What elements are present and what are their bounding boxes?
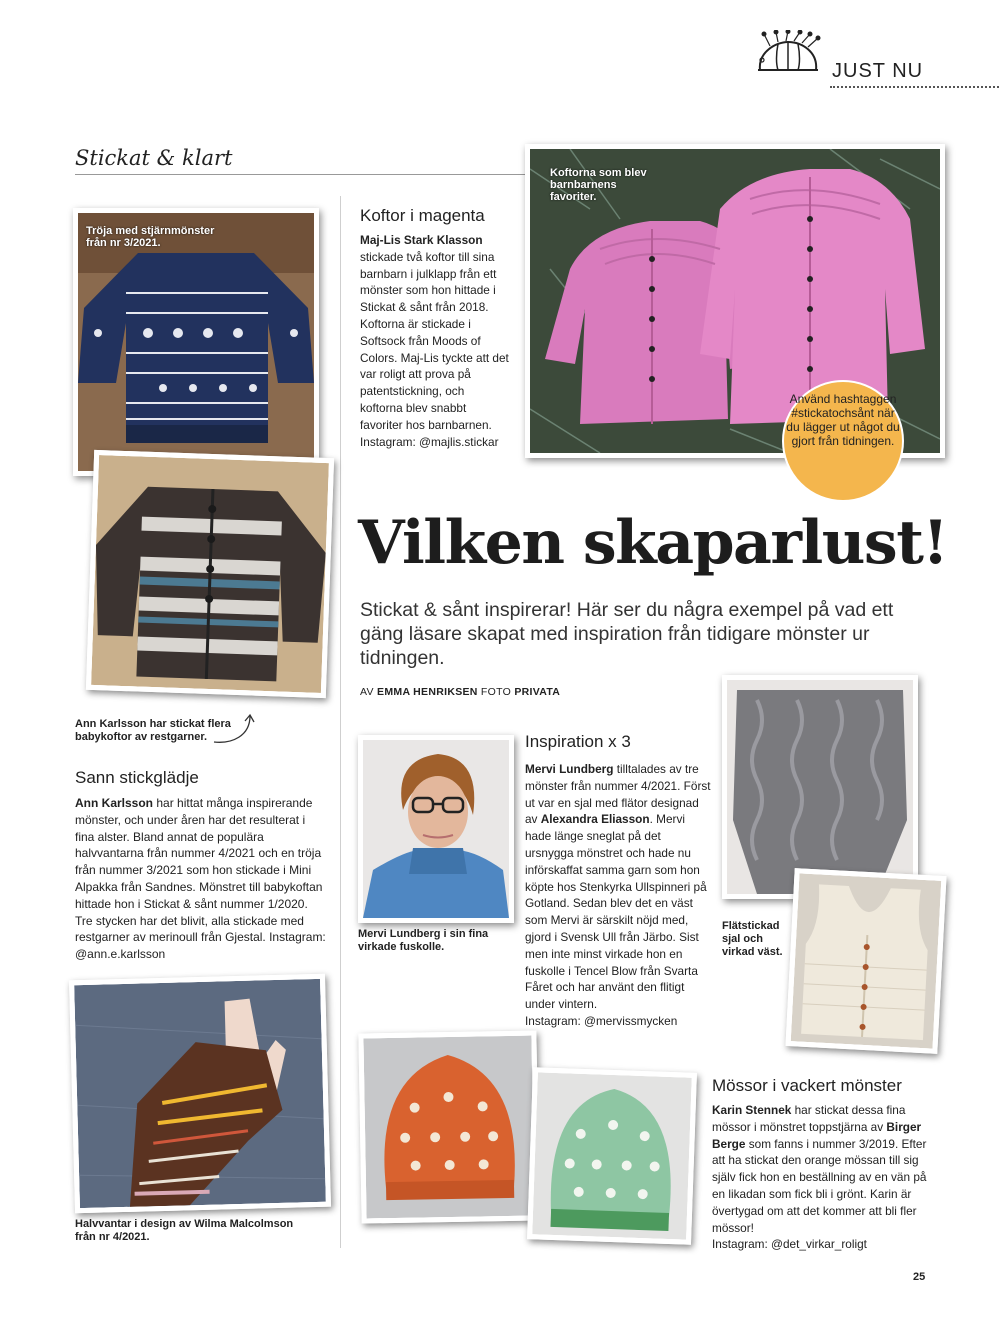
- hashtag-badge: [782, 380, 904, 502]
- body-inspiration: [525, 761, 711, 1030]
- dotted-divider: [830, 86, 999, 90]
- designer-name: Alexandra Eliasson: [540, 812, 650, 827]
- byline-author: EMMA HENRIKSEN: [377, 686, 478, 698]
- body-koftor: [360, 232, 510, 450]
- heading-sann-stickgladje: Sann stickglädje: [75, 768, 199, 787]
- person-name: Ann Karlsson: [75, 796, 154, 810]
- article-byline: [360, 686, 560, 698]
- body-text: har stickat dessa fina mössor i mönstret toppstjärna av: [712, 1103, 906, 1134]
- caption-shawl-vest: Flätstickad sjal och virkad väst.: [722, 920, 783, 958]
- pincushion-icon: [748, 30, 828, 83]
- photo-baby-cardigan: [86, 450, 334, 698]
- curved-arrow-icon: [212, 712, 256, 751]
- article-ingress: Stickat & sånt inspirerar! Här ser du några exempel på vad ett gäng läsare skapat med inspiration från tidigare mönster ur tidningen.: [360, 599, 894, 669]
- section-label: JUST NU: [832, 60, 924, 82]
- body-text: tilltalades av tre mönster från nummer 4/2021. Först ut var en sjal med flätor designad av: [525, 762, 711, 827]
- section-rule: [75, 174, 530, 175]
- body-text: stickade två koftor till sina barnbarn i julklapp från ett mönster som hon hittade i Stickat & sånt från 2018. Koftorna är stickade i Softsock från Moods of Colors. Maj-Lis tyckte att det var roligt att prova på patentstickning, och koftorna blev snabbt favoriter hos barnbarnen.: [360, 249, 509, 432]
- caption-portrait: Mervi Lundberg i sin fina virkade fuskolle.: [358, 928, 489, 953]
- designer-name: Birger Berge: [712, 1119, 922, 1151]
- photo-caption: Tröja med stjärnmönster från nr 3/2021.: [86, 225, 215, 249]
- body-sann-stickgladje: [75, 795, 327, 963]
- heading-inspiration: Inspiration x 3: [525, 732, 631, 751]
- photo-green-hat: [527, 1067, 697, 1245]
- badge-text: Använd hashtaggen #stickatochsånt när du lägger ut något du gjort från tidningen.: [786, 392, 900, 448]
- body-text-2: som fanns i nummer 3/2019. Efter att ha stickat den orange mössan till sig själv fick hon en beställning av en vän på en likadan som fick bli i grönt. Karin är övertygad om att det kommer att bli fler mössor!: [712, 1136, 927, 1235]
- byline-photographer: PRIVATA: [514, 686, 561, 698]
- body-mossor: [712, 1102, 934, 1253]
- photo-crochet-vest: [785, 868, 946, 1054]
- photo-orange-hat: [358, 1030, 539, 1223]
- body-text: har hittat många inspirerande mönster, och under åren har det resulterat i fina alster. Bland annat de populära halvvantarna från nummer 4/2021 och en tröja från nummer 3/2021 som hon stickade i Mini Alpakka från Sandnes. Mönstret till babykoftan hittade hon i Stickat & sånt nummer 1/2020. Tre stycken har det blivit, alla stickade med restgarner av merinoull från Gjestal. Instagram: @ann.e.karlsson: [75, 796, 326, 962]
- photo-portrait: [358, 735, 514, 923]
- person-name: Karin Stennek: [712, 1103, 792, 1117]
- byline-photo-label: FOTO: [480, 686, 512, 698]
- person-name: Maj-Lis Stark Klasson: [360, 233, 483, 247]
- photo-half-mittens: [69, 974, 331, 1214]
- article-headline: Vilken skaparlust!: [358, 508, 948, 578]
- photo-star-sweater: [73, 208, 319, 476]
- heading-mossor: Mössor i vackert mönster: [712, 1076, 902, 1095]
- section-heading: Stickat & klart: [75, 146, 233, 170]
- instagram-handle: Instagram: @mervissmycken: [525, 1013, 678, 1028]
- caption-baby-cardigan: Ann Karlsson har stickat flera babykoftor av restgarner.: [75, 718, 231, 743]
- page-number: 25: [913, 1271, 926, 1283]
- caption-half-mittens: Halvvantar i design av Wilma Malcolmson från nr 4/2021.: [75, 1218, 294, 1243]
- byline-label: AV: [360, 686, 374, 698]
- body-text-2: . Mervi hade länge sneglat på det ursnygga mönstret och hade nu införskaffat samma garn som hon köpte hos Stenkyrka Ullspinneri på Gotland. Sedan blev det en väst som Mervi är särskilt nöjd med, gjord i Svensk Ull från Järbo. Sist men inte minst virkade hon en fuskolle i Tencel Blow från Svarta Fåret och har använt den flitigt under vintern.: [525, 812, 707, 1012]
- person-name: Mervi Lundberg: [525, 762, 614, 776]
- photo-caption: Koftorna som blev barnbarnens favoriter.: [550, 167, 647, 203]
- instagram-handle: Instagram: @det_virkar_roligt: [712, 1237, 867, 1252]
- column-divider: [340, 196, 341, 1248]
- heading-koftor: Koftor i magenta: [360, 206, 485, 225]
- photo-cable-shawl: [722, 675, 918, 899]
- instagram-handle: Instagram: @majlis.stickar: [360, 434, 499, 449]
